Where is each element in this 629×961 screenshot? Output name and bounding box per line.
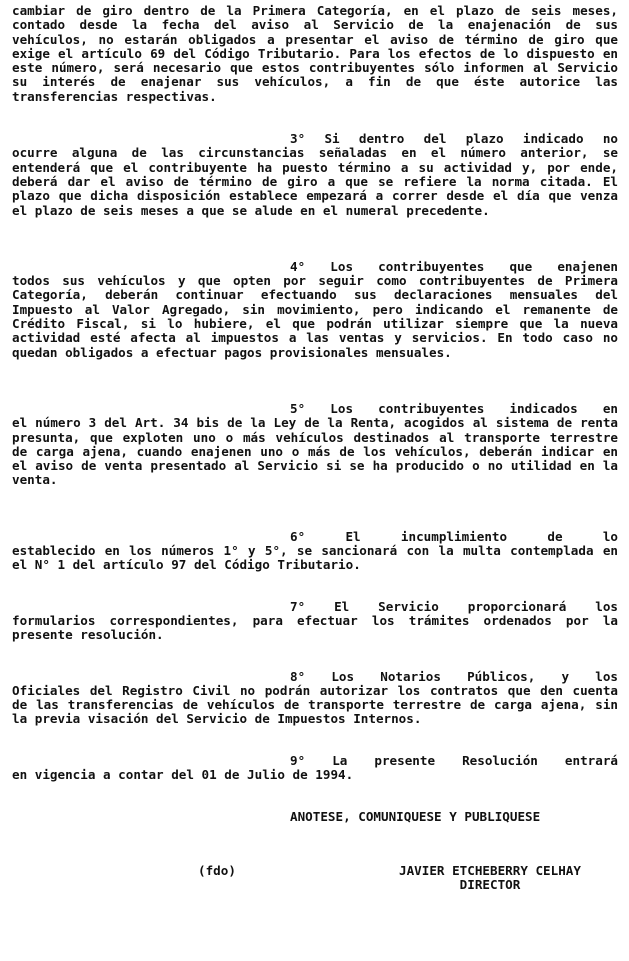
paragraph-5-lead: 5° Los contribuyentes indicados en — [290, 400, 618, 416]
paragraph-5-body: el número 3 del Art. 34 bis de la Ley de la Renta, acogidos al sistema de renta presunta, que exploten uno o más vehículos destinados al transporte terrestre de carga ajena, cuando enajenen uno o más de los vehículos, deberán indicar en el aviso de venta presentado al Servicio si se ha producido o no utilidad en la venta. — [12, 415, 618, 488]
document-page — [12, 4, 618, 894]
signer — [364, 864, 616, 893]
paragraph-7-body: formularios correspondientes, para efectuar los trámites ordenados por la presente resolución. — [12, 612, 618, 643]
paragraph-4 — [12, 260, 618, 360]
paragraph-4-lead: 4° Los contribuyentes que enajenen — [290, 258, 618, 274]
paragraph-9-lead: 9° La presente Resolución entrará — [290, 752, 618, 768]
paragraph-8-body: Oficiales del Registro Civil no podrán autorizar los contratos que den cuenta de las transferencias de vehículos de transporte terrestre de carga ajena, sin la previa visación del Servicio de Impuestos Internos. — [12, 682, 618, 727]
paragraph-4-body: todos sus vehículos y que opten por seguir como contribuyentes de Primera Categoría, deberán continuar efectuando sus declaraciones mensuales del Impuesto al Valor Agregado, sin movimiento, pero indicando el remanente de Crédito Fiscal, si lo hubiere, el que podrán utilizar siempre que la nueva actividad esté afecta al impuestos a las ventas y servicios. En todo caso no quedan obligados a efectuar pagos provisionales mensuales. — [12, 273, 618, 360]
intro-paragraph: cambiar de giro dentro de la Primera Categoría, en el plazo de seis meses, contado desde la fecha del aviso al Servicio de la enajenación de sus vehículos, no estarán obligados a presentar el aviso de término de giro que exige el artículo 69 del Código Tributario. Para los efectos de lo dispuesto en este número, será necesario que estos contribuyentes sólo informen al Servicio su interés de enajenar sus vehículos, a fin de que éste autorice las transferencias respectivas. — [12, 3, 618, 104]
paragraph-3-body: ocurre alguna de las circunstancias señaladas en el número anterior, se entenderá que el contribuyente ha puesto término a su actividad y, por ende, deberá dar el aviso de término de giro a que se refiere la norma citada. El plazo que dicha disposición establece empezará a correr desde el día que venza el plazo de seis meses a que se alude en el numeral precedente. — [12, 145, 618, 218]
paragraph-7 — [12, 600, 618, 643]
paragraph-5 — [12, 402, 618, 488]
paragraph-6-body: establecido en los números 1° y 5°, se sancionará con la multa contemplada en el N° 1 del artículo 97 del Código Tributario. — [12, 543, 618, 573]
paragraph-8-lead: 8° Los Notarios Públicos, y los — [290, 668, 618, 684]
signer-name: JAVIER ETCHEBERRY CELHAY — [399, 862, 581, 878]
paragraph-9 — [12, 754, 618, 783]
fdo-mark: (fdo) — [198, 862, 236, 878]
signature-block — [12, 864, 618, 894]
paragraph-9-body: en vigencia a contar del 01 de Julio de 1994. — [12, 766, 354, 782]
signer-title: DIRECTOR — [459, 876, 521, 892]
paragraph-6-lead: 6° El incumplimiento de lo — [290, 528, 618, 544]
paragraph-8 — [12, 670, 618, 727]
paragraph-3-lead: 3° Si dentro del plazo indicado no — [290, 131, 618, 147]
paragraph-7-lead: 7° El Servicio proporcionará los — [290, 598, 618, 614]
closing-formula: ANOTESE, COMUNIQUESE Y PUBLIQUESE — [290, 809, 541, 825]
paragraph-3 — [12, 132, 618, 218]
paragraph-6 — [12, 530, 618, 573]
